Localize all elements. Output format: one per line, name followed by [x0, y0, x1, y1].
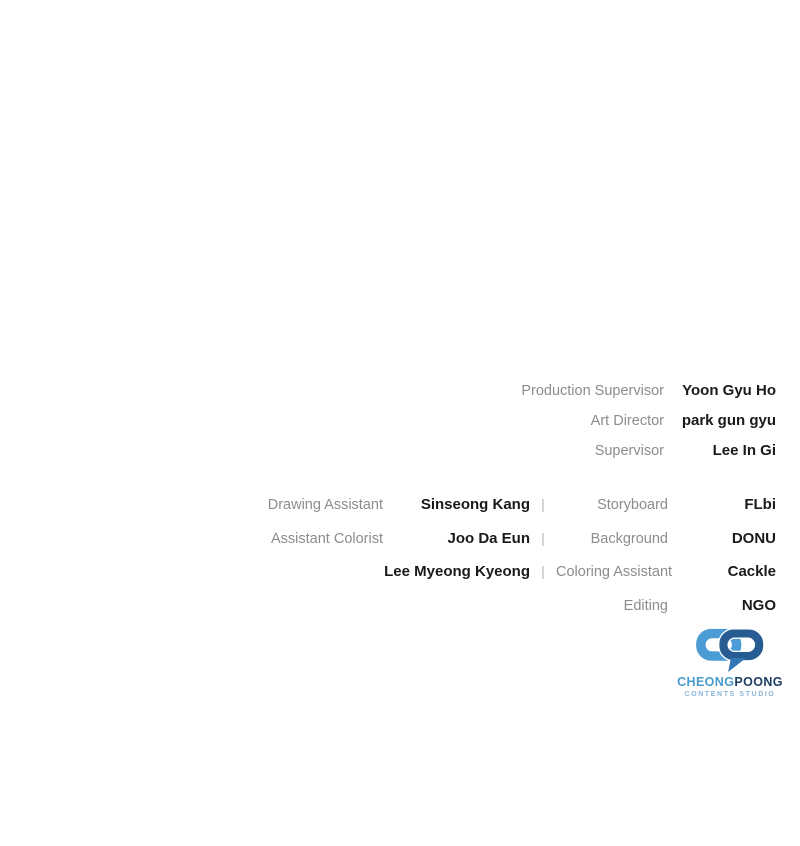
credit-row: [521, 406, 776, 436]
column-separator: |: [541, 529, 545, 546]
credit-person-name: Joo Da Eun: [447, 529, 530, 547]
credit-person-name: park gun gyu: [681, 412, 776, 429]
top-credits-section: [521, 376, 776, 466]
credit-role-label: Supervisor: [594, 443, 664, 459]
credit-person-name: FLbi: [744, 496, 776, 513]
credit-role-label: Storyboard: [597, 497, 668, 513]
column-separator: |: [541, 496, 545, 512]
credit-person-name: Yoon Gyu Ho: [682, 382, 776, 399]
credit-person-name: Lee Myeong Kyeong: [384, 563, 530, 580]
credit-person-name: Lee In Gi: [712, 442, 776, 459]
brand-subtitle: CONTENTS STUDIO: [684, 691, 776, 698]
credit-person-name: NGO: [741, 596, 776, 614]
brand-name-poong: POONG: [734, 675, 783, 689]
studio-logo: [677, 626, 783, 698]
credit-role-label: Art Director: [590, 413, 664, 429]
cp-speech-bubble-icon: [694, 626, 766, 673]
credit-row: [218, 555, 776, 589]
credit-role-label: Assistant Colorist: [270, 530, 383, 547]
credit-row: [218, 589, 776, 623]
column-separator: |: [541, 563, 545, 579]
bottom-credits-section: [218, 488, 776, 622]
credit-role-label: Coloring Assistant: [556, 564, 673, 580]
credit-person-name: Sinseong Kang: [420, 496, 530, 513]
credit-role-label: Drawing Assistant: [267, 497, 383, 513]
credit-person-name: DONU: [731, 529, 776, 547]
brand-name-cheong: CHEONG: [677, 675, 735, 689]
credit-row: [521, 436, 776, 466]
credit-row: [218, 522, 776, 556]
credit-role-label: Production Supervisor: [521, 383, 664, 399]
credit-person-name: Cackle: [727, 563, 776, 580]
credit-role-label: Editing: [623, 597, 668, 614]
brand-name: [677, 675, 783, 689]
credit-role-label: Background: [590, 530, 668, 547]
credit-row: [521, 376, 776, 406]
credit-row: [218, 488, 776, 522]
